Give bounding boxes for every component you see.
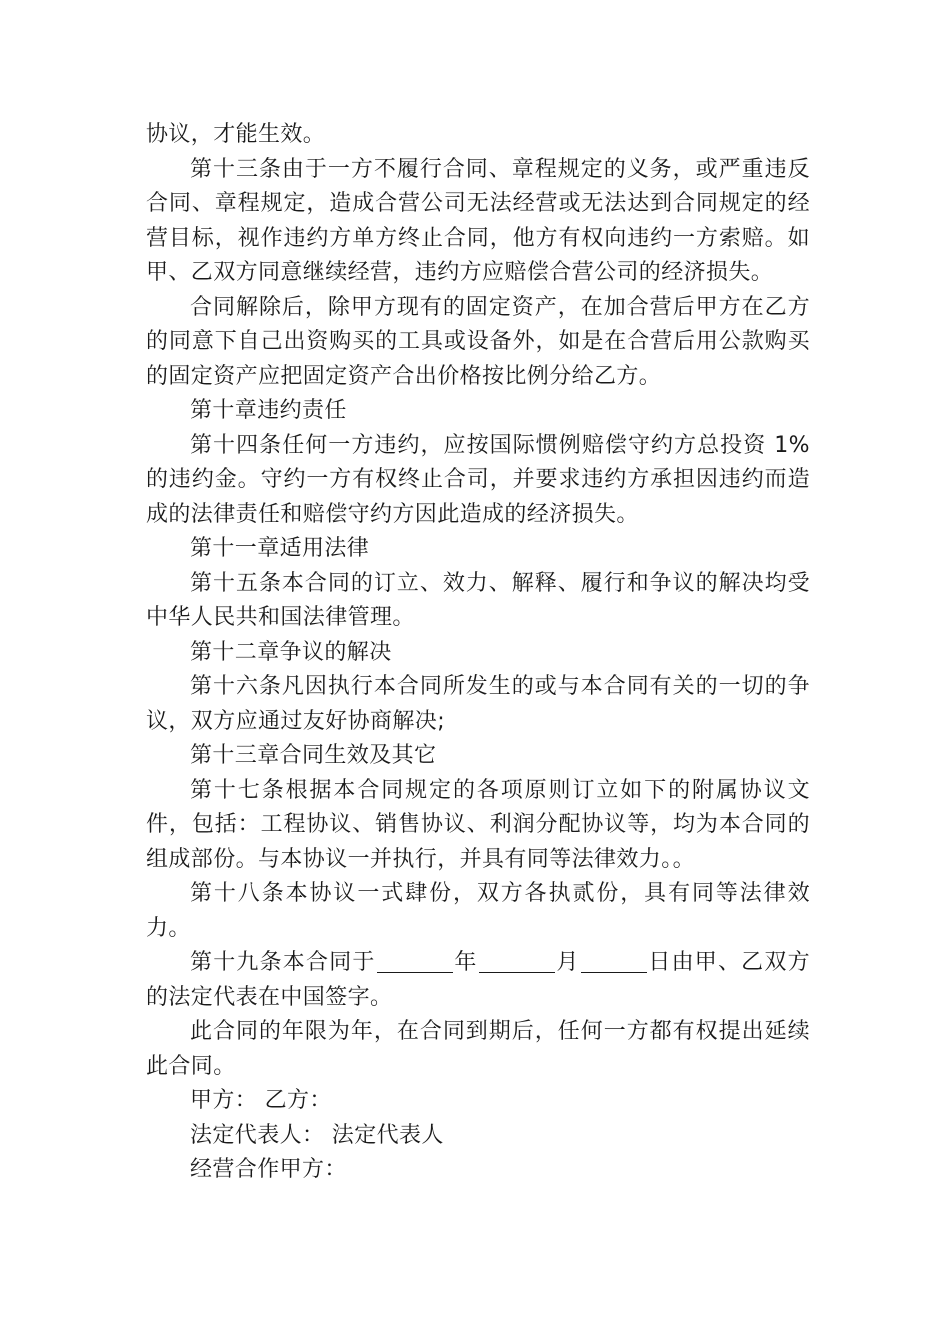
year-blank (377, 950, 453, 973)
year-label: 年 (453, 950, 478, 975)
article-16-paragraph: 第十六条凡因执行本合同所发生的或与本合同有关的一切的争议，双方应通过友好协商解决; (146, 674, 810, 734)
signing-clause-suffix: 日由甲、乙双方的法定代表在中国签字。 (146, 950, 810, 1010)
article-19-paragraph (146, 946, 810, 1015)
article-14-paragraph: 第十四条任何一方违约，应按国际惯例赔偿守约方总投资 1%的违约金。守约一方有权终止合司，并要求违约方承担因违约而造成的法律责任和赔偿守约方因此造成的经济损失。 (146, 432, 810, 527)
document-page (146, 118, 810, 1188)
chapter-12-heading: 第十二章争议的解决 (190, 639, 392, 665)
chapter-10-heading: 第十章违约责任 (190, 398, 347, 423)
contract-termination-paragraph: 合同解除后，除甲方现有的固定资产，在加合营后甲方在乙方的同意下自己出资购买的工具或设备外，如是在合营后用公款购买的固定资产应把固定资产合出价格按比例分给乙方。 (146, 294, 810, 389)
article-15-paragraph: 第十五条本合同的订立、效力、解释、履行和争议的解决均受中华人民共和国法律管理。 (146, 570, 810, 630)
article-18-paragraph: 第十八条本协议一式肆份，双方各执贰份，具有同等法律效力。 (146, 881, 810, 941)
month-label: 月 (555, 950, 580, 975)
paragraph: 协议，才能生效。 (146, 122, 326, 147)
party-labels: 甲方： 乙方： (190, 1088, 332, 1113)
chapter-11-heading: 第十一章适用法律 (190, 536, 370, 561)
chapter-13-heading: 第十三章合同生效及其它 (190, 743, 437, 768)
month-blank (479, 950, 555, 973)
operating-partner-label: 经营合作甲方： (190, 1157, 347, 1182)
legal-representative-labels: 法定代表人： 法定代表人 (190, 1122, 444, 1148)
contract-term-paragraph: 此合同的年限为年，在合同到期后，任何一方都有权提出延续此合同。 (146, 1019, 810, 1079)
day-blank (581, 950, 647, 973)
article-13-paragraph: 第十三条由于一方不履行合同、章程规定的义务，或严重违反合同、章程规定，造成合营公司无法经营或无法达到合同规定的经营目标，视作违约方单方终止合同，他方有权向违约一方索赔。如甲、乙双方同意继续经营，违约方应赔偿合营公司的经济损失。 (146, 156, 810, 285)
signing-clause-prefix: 第十九条本合同于 (190, 950, 376, 975)
article-17-paragraph: 第十七条根据本合同规定的各项原则订立如下的附属协议文件，包括：工程协议、销售协议、利润分配协议等，均为本合同的组成部份。与本协议一并执行，并具有同等法律效力。。 (146, 777, 810, 872)
